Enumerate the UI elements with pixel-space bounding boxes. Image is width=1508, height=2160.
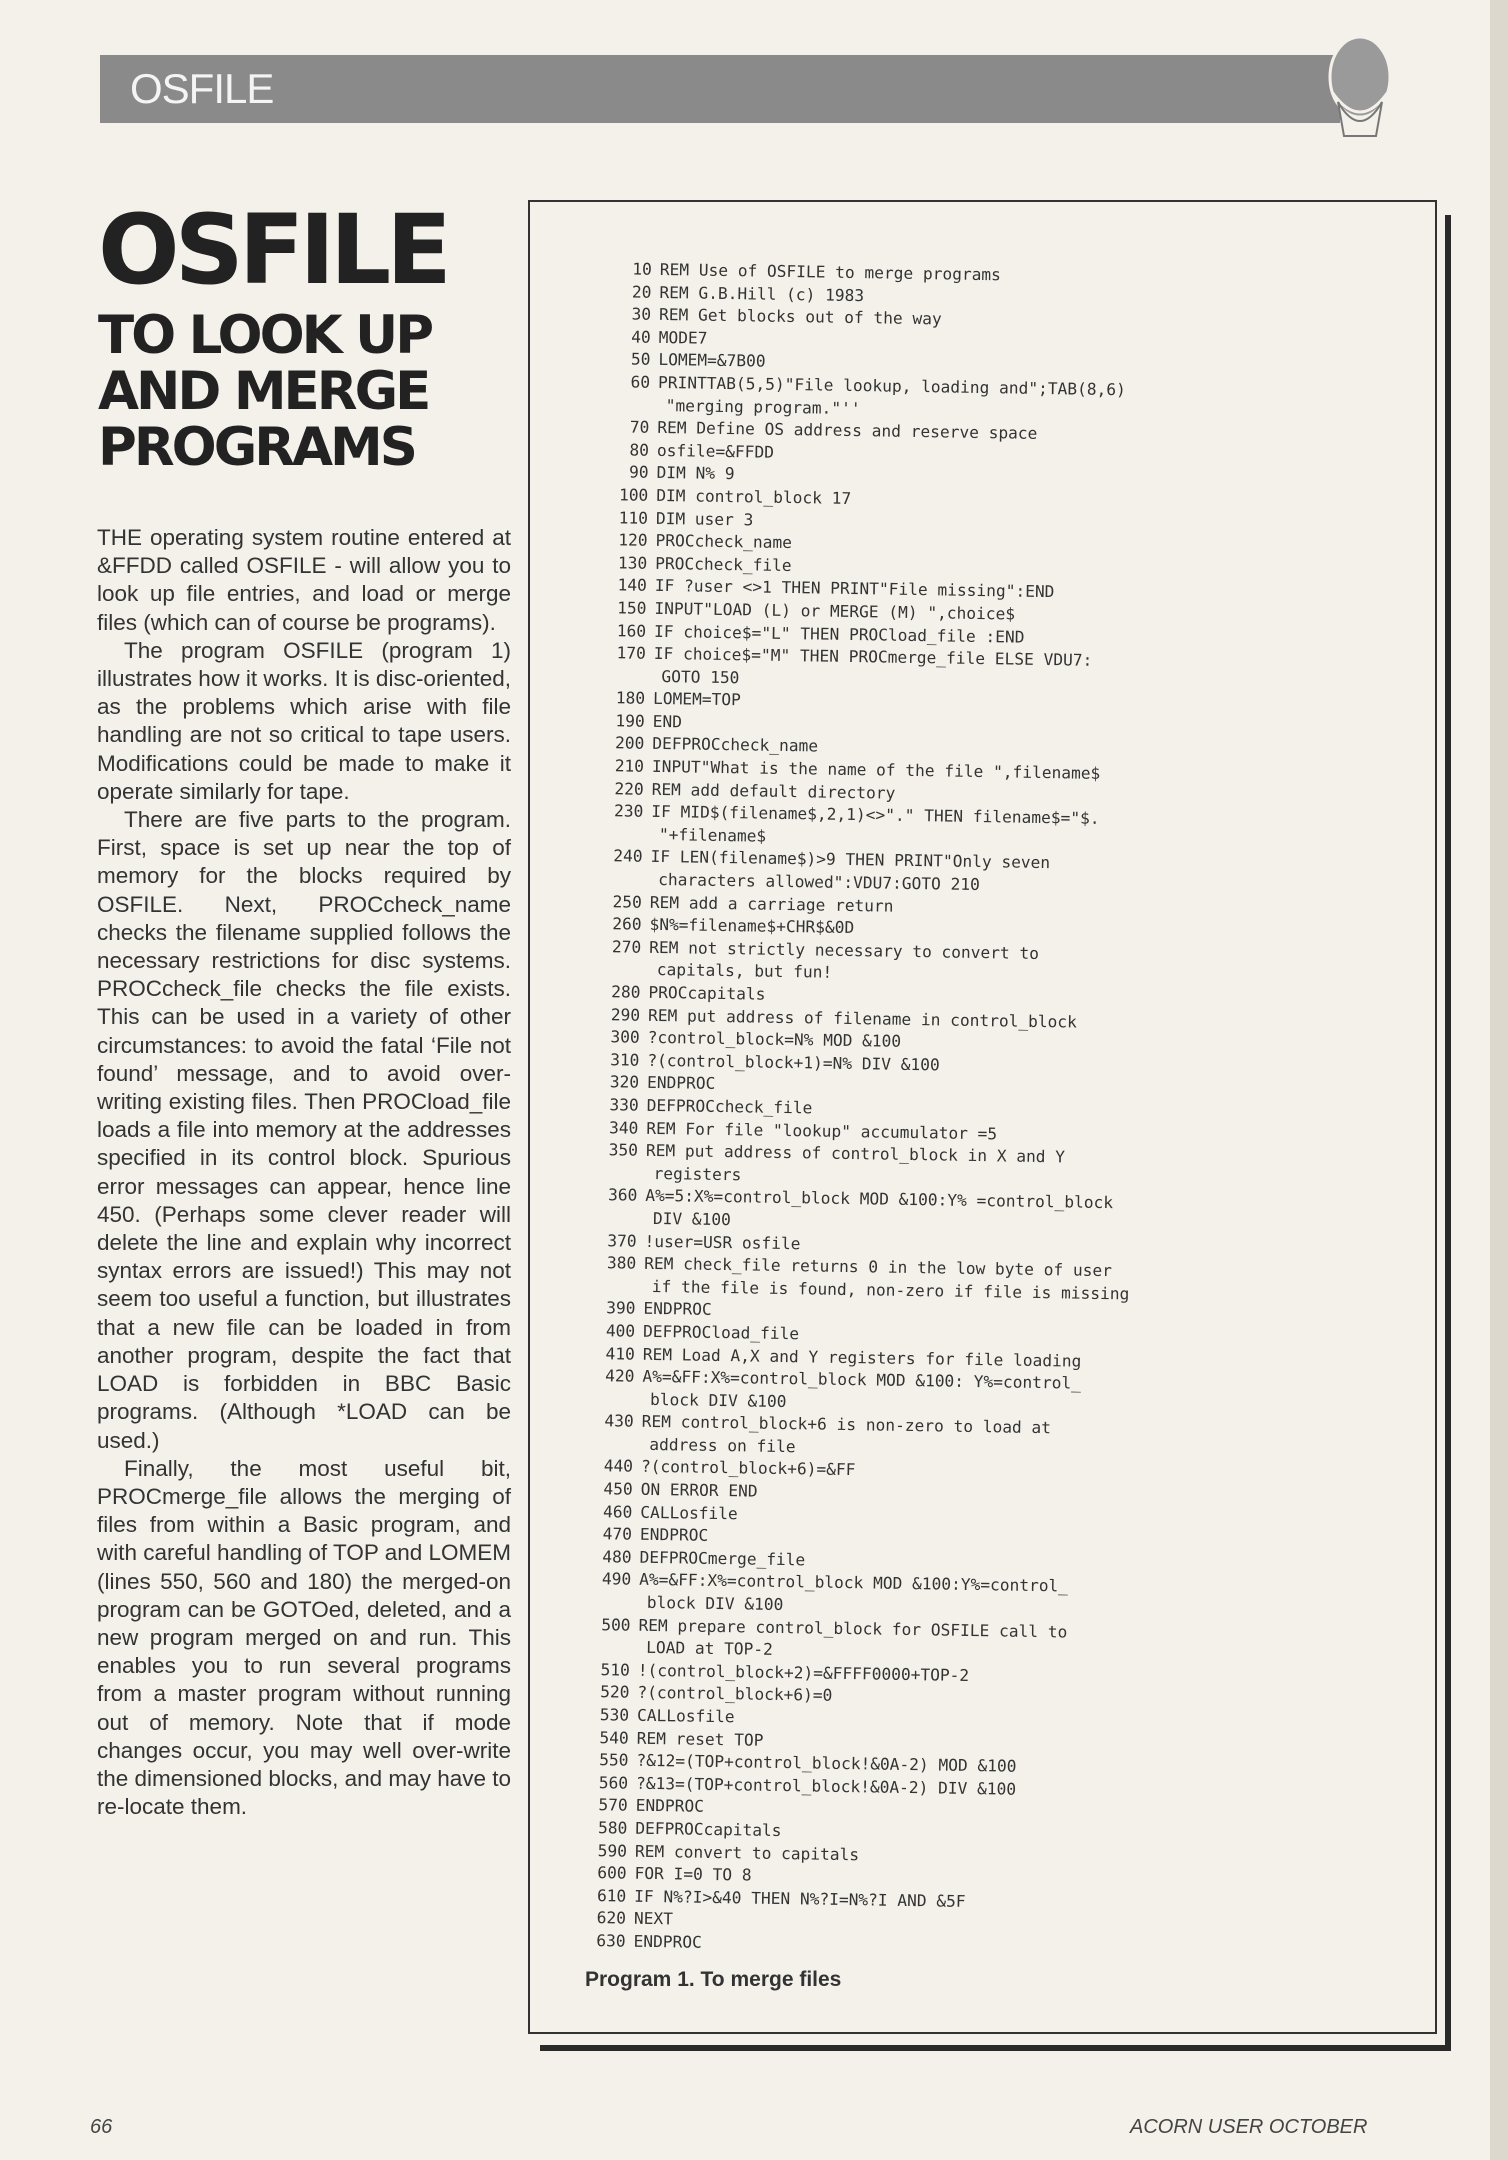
line-number: 10 (632, 259, 652, 279)
line-number: 520 (600, 1682, 630, 1703)
line-code: END (652, 711, 683, 732)
line-number: 100 (618, 485, 649, 505)
listing-caption: Program 1. To merge files (585, 1968, 842, 1991)
line-code: ENDPROC (643, 1299, 712, 1320)
line-code: if the file is found, non-zero if file is missing (651, 1276, 1130, 1304)
line-code: ON ERROR END (640, 1479, 758, 1501)
line-number (581, 1449, 633, 1450)
line-number: 540 (599, 1727, 629, 1748)
line-code: address on file (649, 1434, 796, 1457)
line-number: 160 (616, 620, 647, 641)
line-number: 340 (608, 1117, 639, 1138)
line-code: REM Load A,X and Y registers for file loading (642, 1344, 1082, 1371)
line-code: PROCcapitals (648, 982, 766, 1004)
line-code: ?&13=(TOP+control_block!&0A-2) DIV &100 (635, 1773, 1017, 1799)
line-number: 590 (597, 1840, 628, 1861)
line-code: A%=&FF:X%=control_block MOD &100: Y%=control_ (642, 1366, 1082, 1393)
section-label: OSFILE (130, 65, 274, 112)
line-number: 310 (610, 1050, 640, 1070)
headline-subtitle-line: AND MERGE (98, 361, 429, 422)
line-code: capitals, but fun! (656, 960, 833, 983)
line-code: REM reset TOP (636, 1728, 764, 1750)
line-code: IF choice$="L" THEN PROCload_file :END (654, 621, 1025, 647)
line-number: 130 (617, 553, 648, 573)
line-code: IF N%?I>&40 THEN N%?I=N%?I AND &5F (634, 1886, 966, 1911)
line-number: 210 (614, 756, 645, 776)
line-code: CALLosfile (636, 1705, 735, 1727)
line-code: REM not strictly necessary to convert to (649, 937, 1040, 963)
line-code: ?(control_block+6)=&FF (640, 1457, 856, 1480)
line-code: $N%=filename$+CHR$&0D (649, 915, 855, 938)
line-code: PROCcheck_file (655, 553, 792, 575)
line-code: REM Use of OSFILE to merge programs (659, 259, 1002, 285)
line-number: 80 (629, 440, 650, 460)
line-number: 420 (605, 1366, 635, 1386)
line-code: DIM user 3 (655, 508, 754, 529)
line-number (586, 1178, 638, 1179)
line-code: ?(control_block+6)=0 (637, 1683, 833, 1706)
line-number (579, 1607, 631, 1608)
headline (98, 194, 518, 478)
line-code: REM For file "lookup" accumulator =5 (646, 1118, 998, 1143)
running-footer: ACORN USER OCTOBER (1130, 2116, 1368, 2138)
line-code: NEXT (633, 1909, 674, 1929)
line-number (582, 1404, 634, 1405)
line-code: REM control_block+6 is non-zero to load at (641, 1412, 1052, 1438)
line-code: !(control_block+2)=&FFFF0000+TOP-2 (637, 1660, 970, 1685)
line-code: CALLosfile (640, 1502, 738, 1523)
line-number: 190 (615, 711, 645, 731)
line-code: ENDPROC (633, 1931, 702, 1952)
headline-subtitle-line: PROGRAMS (98, 417, 415, 478)
line-number (593, 681, 645, 682)
line-number: 230 (613, 801, 644, 821)
line-code: REM G.B.Hill (c) 1983 (659, 282, 865, 305)
line-number: 50 (630, 349, 651, 370)
line-code: "merging program."'' (665, 395, 861, 418)
line-code: DEFPROCload_file (642, 1321, 800, 1344)
line-code: IF LEN(filename$)>9 THEN PRINT"Only seven (650, 847, 1051, 873)
line-code: PROCcheck_name (655, 531, 793, 553)
article-body (97, 524, 511, 1821)
article-paragraph: The program OSFILE (program 1) illustrates how it works. It is disc-oriented, as the problems which arise with file handling are not so critical to tape users. Modifications could be made to make it operate similarly for tape. (97, 637, 511, 804)
line-number: 30 (631, 304, 652, 324)
line-code: registers (653, 1163, 742, 1185)
headline-title: OSFILE (98, 194, 447, 306)
line-code: DIM control_block 17 (656, 485, 852, 508)
line-number: 350 (608, 1140, 639, 1160)
line-number: 360 (607, 1185, 638, 1206)
line-code: LOMEM=TOP (652, 689, 741, 710)
line-code: block DIV &100 (649, 1389, 787, 1411)
line-number: 430 (604, 1411, 634, 1431)
line-code: characters allowed":VDU7:GOTO 210 (658, 870, 980, 895)
line-number: 300 (610, 1027, 640, 1047)
line-code: REM convert to capitals (634, 1841, 860, 1864)
line-code: LOMEM=&7B00 (658, 350, 766, 371)
line-number: 320 (609, 1072, 640, 1093)
line-code: REM add default directory (651, 779, 896, 803)
line-number: 570 (598, 1795, 628, 1815)
line-number: 370 (607, 1230, 637, 1251)
line-number (578, 1652, 630, 1653)
section-banner (100, 55, 1340, 123)
article-paragraph: THE operating system routine entered at &FFDD called OSFILE - will allow you to look up file entries, and load or merge files (which can of course be programs). (97, 525, 511, 635)
line-code: LOAD at TOP-2 (646, 1638, 774, 1660)
line-number: 440 (603, 1456, 634, 1477)
line-code: ?control_block=N% MOD &100 (647, 1028, 902, 1052)
article-paragraph: There are five parts to the program. First, space is set up near the top of memory for the blocks required by OSFILE. Next, PROCcheck_name checks the filename supplied follows the necessary restrictions for disc systems. PROCcheck_file checks the file exists. This can be used in a variety of other circumstances: to avoid the fatal ‘File not found’ message, and to avoid over-writing existing files. Then PROCload_file loads a file into memory at the addresses specified in its control block. Spurious error messages can appear, hence line 450. (Perhaps some clever reader will delete the line and explain why incorrect syntax errors are issued!) This may not seem too useful a function, but illustrates that a new file can be loaded in from another program, despite the fact that LOAD is forbidden in BBC Basic programs. (Although *LOAD can be used.) (97, 807, 511, 1453)
egg-cup-logo (1320, 32, 1400, 152)
line-number: 510 (600, 1659, 630, 1680)
line-code: DIM N% 9 (656, 463, 735, 484)
line-code: REM put address of filename in control_block (647, 1005, 1078, 1032)
line-number: 490 (601, 1569, 632, 1590)
line-code: REM check_file returns 0 in the low byte of user (644, 1253, 1113, 1281)
line-code: INPUT"LOAD (L) or MERGE (M) ",choice$ (654, 598, 1016, 624)
line-number: 40 (631, 327, 651, 347)
line-code: !user=USR osfile (644, 1231, 801, 1253)
line-code: DEFPROCcheck_file (646, 1095, 813, 1118)
line-number: 70 (629, 417, 650, 437)
line-code: block DIV &100 (646, 1592, 784, 1615)
line-number: 450 (603, 1479, 633, 1499)
line-code: DEFPROCmerge_file (639, 1547, 806, 1570)
line-code: IF MID$(filename$,2,1)<>"." THEN filename$="$. (651, 802, 1100, 829)
line-code: REM Define OS address and reserve space (657, 418, 1038, 444)
line-number: 60 (630, 372, 651, 392)
line-number: 500 (601, 1614, 631, 1635)
headline-subtitle-line: TO LOOK UP (98, 305, 432, 366)
line-code: ENDPROC (639, 1525, 709, 1546)
line-number: 620 (596, 1908, 627, 1928)
line-code: DEFPROCcheck_name (652, 734, 819, 756)
line-code: ?&12=(TOP+control_block!&0A-2) MOD &100 (636, 1750, 1017, 1776)
line-number (589, 974, 641, 975)
line-number: 170 (616, 643, 646, 663)
line-code: FOR I=0 TO 8 (634, 1863, 752, 1885)
line-code: INPUT"What is the name of the file ",filename$ (651, 756, 1101, 783)
line-number: 480 (602, 1547, 632, 1567)
line-number: 470 (602, 1524, 633, 1544)
line-number: 550 (599, 1750, 629, 1770)
line-number: 240 (613, 846, 643, 867)
line-number (598, 410, 650, 411)
line-code: ENDPROC (646, 1073, 716, 1094)
line-code: REM add a carriage return (649, 892, 894, 916)
line-code: A%=&FF:X%=control_block MOD &100:Y%=control_ (639, 1570, 1069, 1596)
line-code: IF ?user <>1 THEN PRINT"File missing":END (654, 576, 1055, 602)
line-number: 20 (631, 282, 652, 302)
line-code: REM put address of control_block in X and Y (645, 1140, 1066, 1167)
line-code: ENDPROC (635, 1796, 705, 1817)
page-number: 66 (90, 2116, 113, 2138)
article-paragraph: Finally, the most useful bit, PROCmerge_file allows the merging of files from within a Basic program, and with careful handling of TOP and LOMEM (lines 550, 560 and 180) the merged-on program can be GOTOed, deleted, and a new program merged on and run. This enables you to run several programs from a master program without running out of memory. Note that if mode changes occur, you may well over-write the dimensioned blocks, and may have to re-locate them. (97, 1455, 511, 1820)
line-number: 460 (602, 1501, 633, 1522)
line-code: PRINTTAB(5,5)"File lookup, loading and";TAB(8,6) (657, 372, 1126, 400)
line-number: 630 (596, 1931, 626, 1951)
line-number: 600 (597, 1863, 627, 1883)
program-listing (573, 258, 1420, 1965)
line-number: 250 (612, 891, 643, 912)
line-number: 290 (610, 1004, 641, 1025)
line-number: 390 (606, 1298, 636, 1318)
line-code: DIV &100 (652, 1208, 732, 1230)
line-number: 150 (617, 598, 647, 618)
line-number: 610 (596, 1885, 627, 1906)
line-number (590, 884, 642, 885)
line-number: 410 (605, 1343, 635, 1364)
line-number: 280 (611, 982, 641, 1002)
line-code: A%=5:X%=control_block MOD &100:Y% =control_block (645, 1186, 1114, 1213)
line-number (585, 1223, 637, 1224)
line-number: 180 (615, 688, 646, 709)
line-number: 120 (618, 530, 648, 550)
line-number: 260 (612, 914, 642, 934)
line-code: DEFPROCcapitals (635, 1818, 782, 1841)
page-edge (1490, 0, 1508, 2160)
line-number: 200 (614, 733, 645, 754)
line-code: GOTO 150 (661, 666, 740, 687)
line-code: REM Get blocks out of the way (658, 305, 942, 329)
line-number: 580 (597, 1818, 628, 1838)
line-number: 380 (606, 1253, 637, 1273)
line-number (584, 1291, 636, 1292)
line-code: MODE7 (658, 327, 708, 348)
line-number: 110 (618, 507, 649, 528)
line-code: "+filename$ (658, 824, 767, 846)
line-code: IF choice$="M" THEN PROCmerge_file ELSE VDU7: (653, 643, 1093, 670)
line-number: 140 (617, 575, 648, 596)
line-code: REM prepare control_block for OSFILE call to (638, 1615, 1068, 1642)
line-number: 270 (611, 937, 642, 957)
line-number: 220 (614, 778, 644, 799)
line-number: 560 (598, 1772, 629, 1793)
line-number: 400 (605, 1321, 636, 1341)
line-code: ?(control_block+1)=N% DIV &100 (647, 1050, 940, 1075)
line-number: 330 (609, 1095, 639, 1115)
line-number: 530 (599, 1705, 630, 1725)
line-number: 90 (628, 462, 649, 483)
line-code: osfile=&FFDD (656, 440, 775, 462)
line-number (591, 839, 643, 840)
